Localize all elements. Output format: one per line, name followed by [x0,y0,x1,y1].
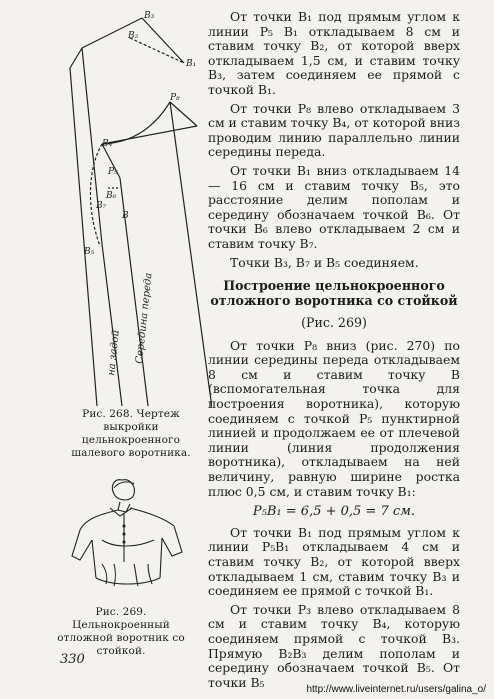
paragraph-5: От точки P₈ вниз (рис. 270) по линии середины переда откладываем 8 см и ставим точку B (вспомогательная точка для построения воротника), которую соединяем с точкой P₅ пунктирной линией и продолжаем ее от плечевой линии (линия продолжения воротника), откладываем на ней величину, равную ширине ростка плюс 0,5 см, и ставим точку B₁: [208,337,460,499]
label-back-line: на задой [106,329,122,377]
point-b4-label: B₄ [102,139,113,149]
paragraph-6: От точки B₁ под прямым углом к линии P₅B₁ откладываем 4 см и ставим точку B₂, от которой вверх откладываем 1 см, ставим точку B₃ и соединяем ее прямой с точкой B₁. [208,524,460,599]
point-b3-label: B₃ [144,11,155,21]
figure-reference: (Рис. 269) [301,315,367,331]
paragraph-1: От точки B₁ под прямым углом к линии P₅ B₁ откладываем 8 см и ставим точку B₂, от которой вверх откладываем 1,5 см, и ставим точку B₃, затем соединяем ее прямой с точкой B₁. [208,9,460,97]
point-b1-label: B₁ [186,59,197,69]
figures-column [57,8,212,657]
page-number: 330 [60,652,85,667]
paragraph-7: От точки P₃ влево откладываем 8 см и ставим точку B₄, которую соединяем прямой с точкой B₃. Прямую B₂B₃ делим пополам и середину обозначаем точкой B₅. От точки B₅ [208,601,460,690]
paragraph-4: Точки B₃, B₇ и B₅ соединяем. [230,254,419,270]
figure-269-illustration [62,468,212,598]
section-heading: Построение цельнокроенного отложного воротника со стойкой [210,278,458,309]
point-b-label: B [122,211,129,221]
point-b6-label: B₆ [106,191,117,201]
point-p5-label: P₅ [108,167,118,177]
point-b7-label: B₇ [96,201,107,211]
figure-269-caption: Рис. 269. Цельнокроенный отложной воротник со стойкой. [57,606,185,657]
text-column [208,10,460,694]
point-b5-label: B₅ [84,247,95,257]
footer-url[interactable]: http://www.liveinternet.ru/users/galina_o/ [306,684,486,695]
formula: P₅B₁ = 6,5 + 0,5 = 7 см. [252,504,416,520]
point-p8-label: P₈ [170,93,180,103]
label-front-center: Середина переда [134,272,155,365]
figure-268-drawing [62,8,212,408]
paragraph-3: От точки B₁ вниз откладываем 14 — 16 см и ставим точку B₅, это расстояние делим пополам и середину обозначаем точкой B₆. От точки B₆ влево откладываем 2 см и ставим точку B₇. [208,162,460,251]
point-b2-label: B₂ [128,31,139,41]
figure-268-caption: Рис. 268. Чертеж выкройки цельнокроенного шалевого воротника. [71,408,191,459]
paragraph-2: От точки P₈ влево откладываем 3 см и ставим точку B₄, от которой вниз проводим линию параллельно линии середины переда. [208,100,460,160]
